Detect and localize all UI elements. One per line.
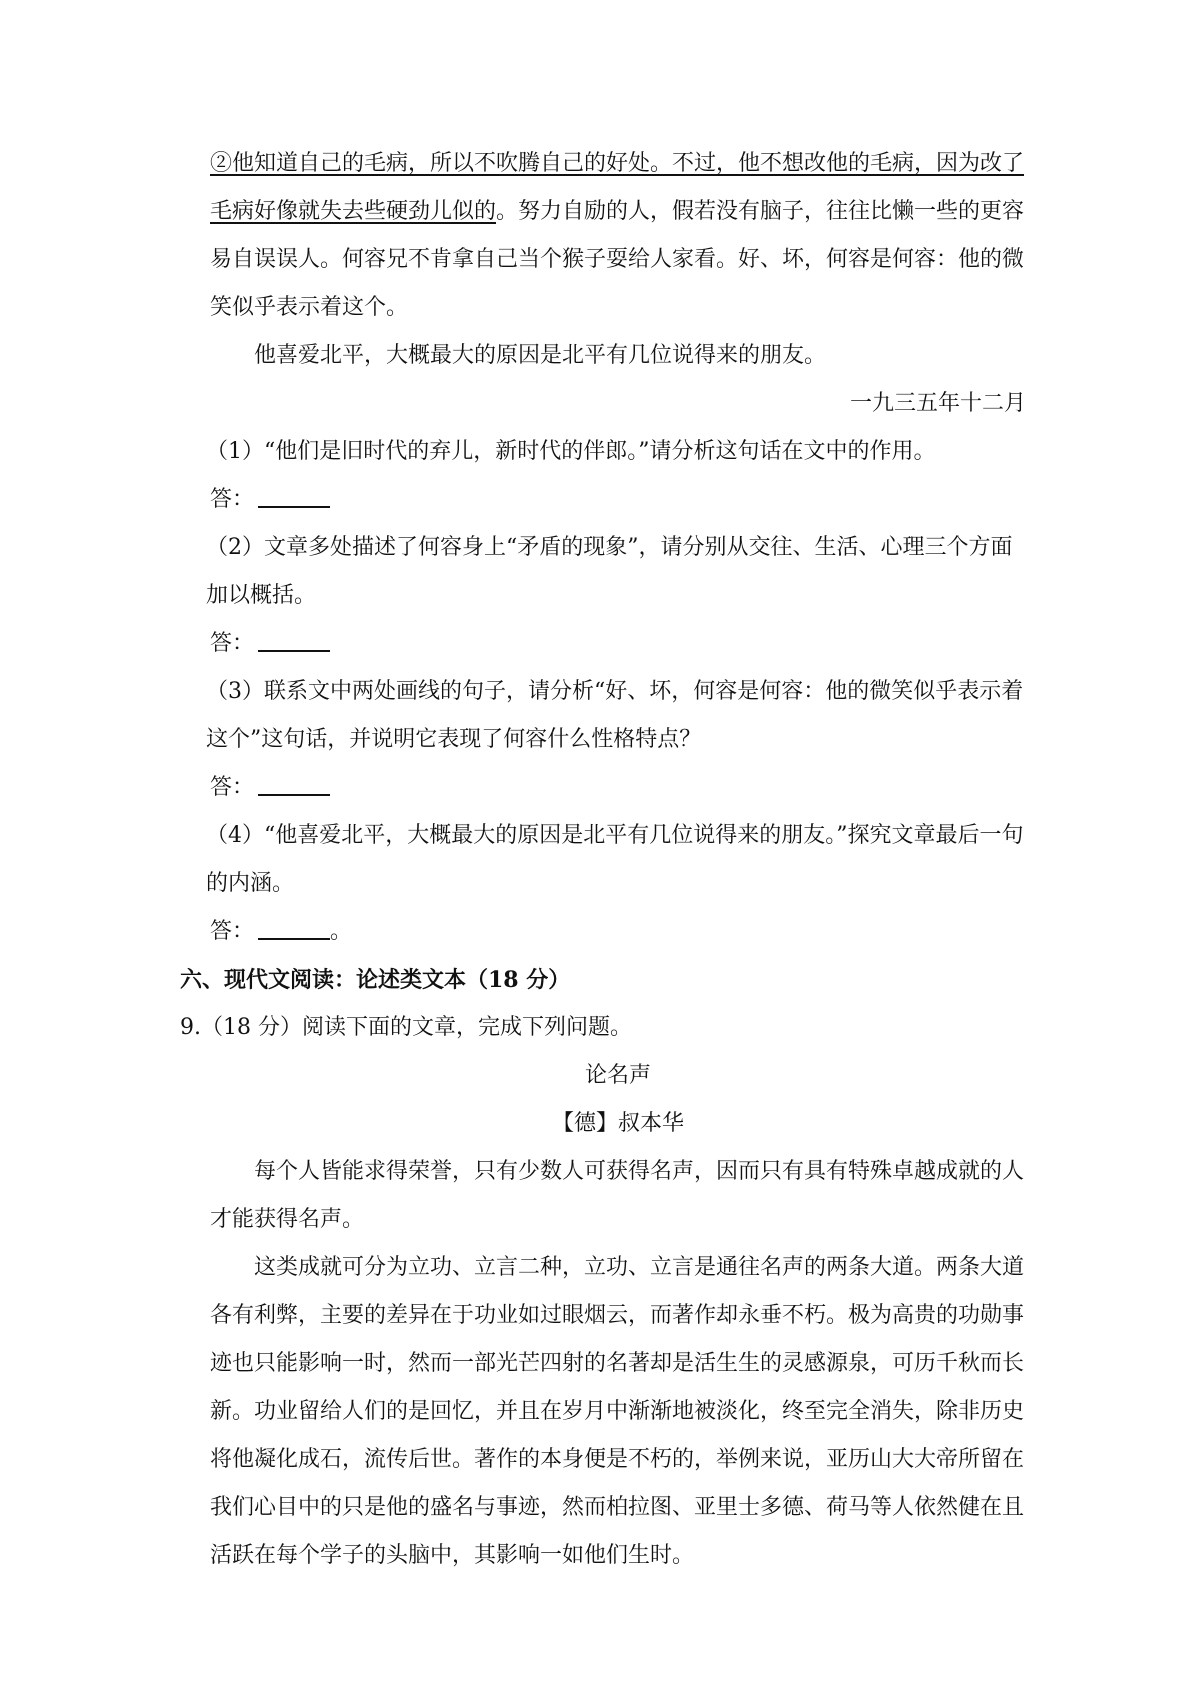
- answer-line: [210, 764, 1026, 812]
- answer-blank[interactable]: [258, 630, 330, 652]
- article-block: [210, 1052, 1026, 1580]
- question-9-prompt: 9.（18 分）阅读下面的文章，完成下列问题。: [180, 1015, 632, 1040]
- story-excerpt: [210, 140, 1026, 428]
- answer-suffix: 。: [330, 919, 353, 944]
- answer-blank[interactable]: [258, 486, 330, 508]
- question-text: （2）文章多处描述了何容身上“矛盾的现象”，请分别从交往、生活、心理三个方面加以概括。: [206, 535, 1013, 608]
- answer-blank[interactable]: [258, 774, 330, 796]
- section-heading: 六、现代文阅读：论述类文本（18 分）: [180, 967, 571, 993]
- answer-line: [210, 620, 1026, 668]
- answer-label: 答：: [210, 631, 255, 656]
- answer-label: 答：: [210, 487, 255, 512]
- underlined-sentence: ②他知道自己的毛病，所以不吹腾自己的好处。不过，他不想改他的毛病，因为改了毛病好像就失去些硬劲儿似的: [210, 151, 1025, 224]
- article-paragraph: 每个人皆能求得荣誉，只有少数人可获得名声，因而只有具有特殊卓越成就的人才能获得名声。: [210, 1159, 1025, 1232]
- article-paragraph: 这类成就可分为立功、立言二种，立功、立言是通往名声的两条大道。两条大道各有利弊，主要的差异在于功业如过眼烟云，而著作却永垂不朽。极为高贵的功勋事迹也只能影响一时，然而一部光芒四射的名著却是活生生的灵感源泉，可历千秋而长新。功业留给人们的是回忆，并且在岁月中渐渐地被淡化，终至完全消失，除非历史将他凝化成石，流传后世。著作的本身便是不朽的，举例来说，亚历山大大帝所留在我们心目中的只是他的盛名与事迹，然而柏拉图、亚里士多德、荷马等人依然健在且活跃在每个学子的头脑中，其影响一如他们生时。: [210, 1255, 1025, 1568]
- question-text: （1）“他们是旧时代的弃儿，新时代的伴郎。”请分析这句话在文中的作用。: [206, 439, 936, 464]
- question-text: （3）联系文中两处画线的句子，请分析“好、坏，何容是何容：他的微笑似乎表示着这个”这句话，并说明它表现了何容什么性格特点？: [206, 679, 1024, 752]
- answer-label: 答：: [210, 775, 255, 800]
- answer-label: 答：: [210, 919, 255, 944]
- paragraph-text: 。努力自励的人，假若没有脑子，往往比懒一些的更容易自误误人。何容兄不肯拿自己当个猴子耍给人家看。好、坏，何容是何容：他的微笑似乎表示着这个。: [210, 199, 1025, 320]
- questions-block: [206, 428, 1026, 956]
- answer-line: [210, 908, 1026, 956]
- article-author: 【德】叔本华: [551, 1111, 684, 1136]
- story-date: 一九三五年十二月: [849, 391, 1026, 416]
- story-paragraph: 他喜爱北平，大概最大的原因是北平有几位说得来的朋友。: [254, 343, 827, 368]
- question-text: （4）“他喜爱北平，大概最大的原因是北平有几位说得来的朋友。”探究文章最后一句的内涵。: [206, 823, 1024, 896]
- article-title: 论名声: [584, 1063, 651, 1088]
- story-paragraph: [210, 140, 1026, 332]
- answer-line: [210, 476, 1026, 524]
- answer-blank[interactable]: [258, 918, 330, 940]
